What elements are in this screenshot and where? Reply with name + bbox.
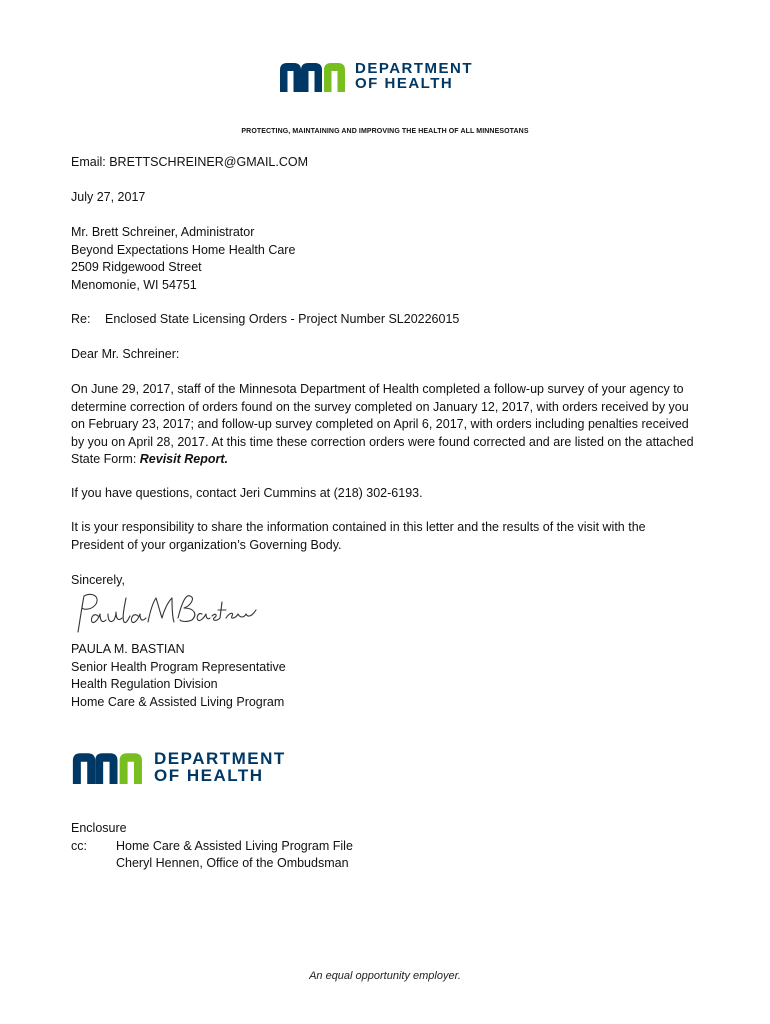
signature-image	[70, 588, 260, 636]
re-text: Enclosed State Licensing Orders - Project Number SL20226015	[105, 312, 460, 326]
salutation: Dear Mr. Schreiner:	[71, 347, 180, 361]
mn-logo-icon	[280, 60, 348, 92]
para1-text: On June 29, 2017, staff of the Minnesota Department of Health completed a follow-up survey of your agency to determine correction of orders found on the survey completed on January 12, 2017, with orders received by you on February 23, 2017; and follow-up survey completed on April 6, 2017, with orders including penalties received by you on April 28, 2017. At this time these correction orders were found corrected and are listed on the attached State Form:	[71, 382, 694, 466]
logo-line2: OF HEALTH	[154, 766, 264, 786]
address-line: Menomonie, WI 54751	[71, 277, 197, 292]
logo-wordmark	[355, 61, 473, 92]
logo-line1: DEPARTMENT	[355, 59, 474, 77]
cc-row	[71, 855, 353, 873]
footer-equal-opportunity: An equal opportunity employer.	[309, 970, 461, 982]
tagline: PROTECTING, MAINTAINING AND IMPROVING THE HEALTH OF ALL MINNESOTANS	[241, 128, 529, 135]
mdh-logo-bottom	[72, 750, 286, 785]
enclosure-label: Enclosure	[71, 821, 127, 835]
cc-recipient: Cheryl Hennen, Office of the Ombudsman	[116, 856, 349, 870]
address-line: Mr. Brett Schreiner, Administrator	[71, 225, 255, 239]
cc-recipient: Home Care & Assisted Living Program File	[116, 838, 353, 853]
cc-row	[71, 838, 353, 856]
recipient-address	[71, 224, 295, 294]
signer-title: Senior Health Program Representative	[71, 659, 286, 674]
body-paragraph-1	[71, 381, 701, 469]
body-paragraph-2: If you have questions, contact Jeri Cummins at (218) 302-6193.	[71, 486, 423, 500]
mn-logo-icon	[72, 750, 146, 784]
signer-name: PAULA M. BASTIAN	[71, 642, 185, 656]
subject-line	[71, 311, 459, 329]
cc-label: cc:	[71, 838, 87, 853]
logo-line2: OF HEALTH	[355, 75, 454, 92]
signer-division: Health Regulation Division	[71, 677, 218, 691]
revisit-report-emphasis: Revisit Report.	[139, 452, 228, 466]
re-label: Re:	[71, 312, 91, 326]
body-paragraph-3: It is your responsibility to share the information contained in this letter and the results of the visit with the President of your organization’s Governing Body.	[71, 520, 646, 552]
address-line: 2509 Ridgewood Street	[71, 260, 202, 274]
mdh-logo-top	[280, 60, 473, 92]
address-line: Beyond Expectations Home Health Care	[71, 242, 296, 257]
logo-line1: DEPARTMENT	[154, 749, 286, 768]
email-line: Email: BRETTSCHREINER@GMAIL.COM	[71, 155, 309, 169]
enclosure-section	[71, 820, 353, 873]
signature-block	[71, 641, 286, 711]
logo-wordmark	[154, 750, 286, 785]
signer-program: Home Care & Assisted Living Program	[71, 694, 285, 709]
letter-date: July 27, 2017	[71, 190, 146, 204]
closing: Sincerely,	[71, 573, 125, 587]
